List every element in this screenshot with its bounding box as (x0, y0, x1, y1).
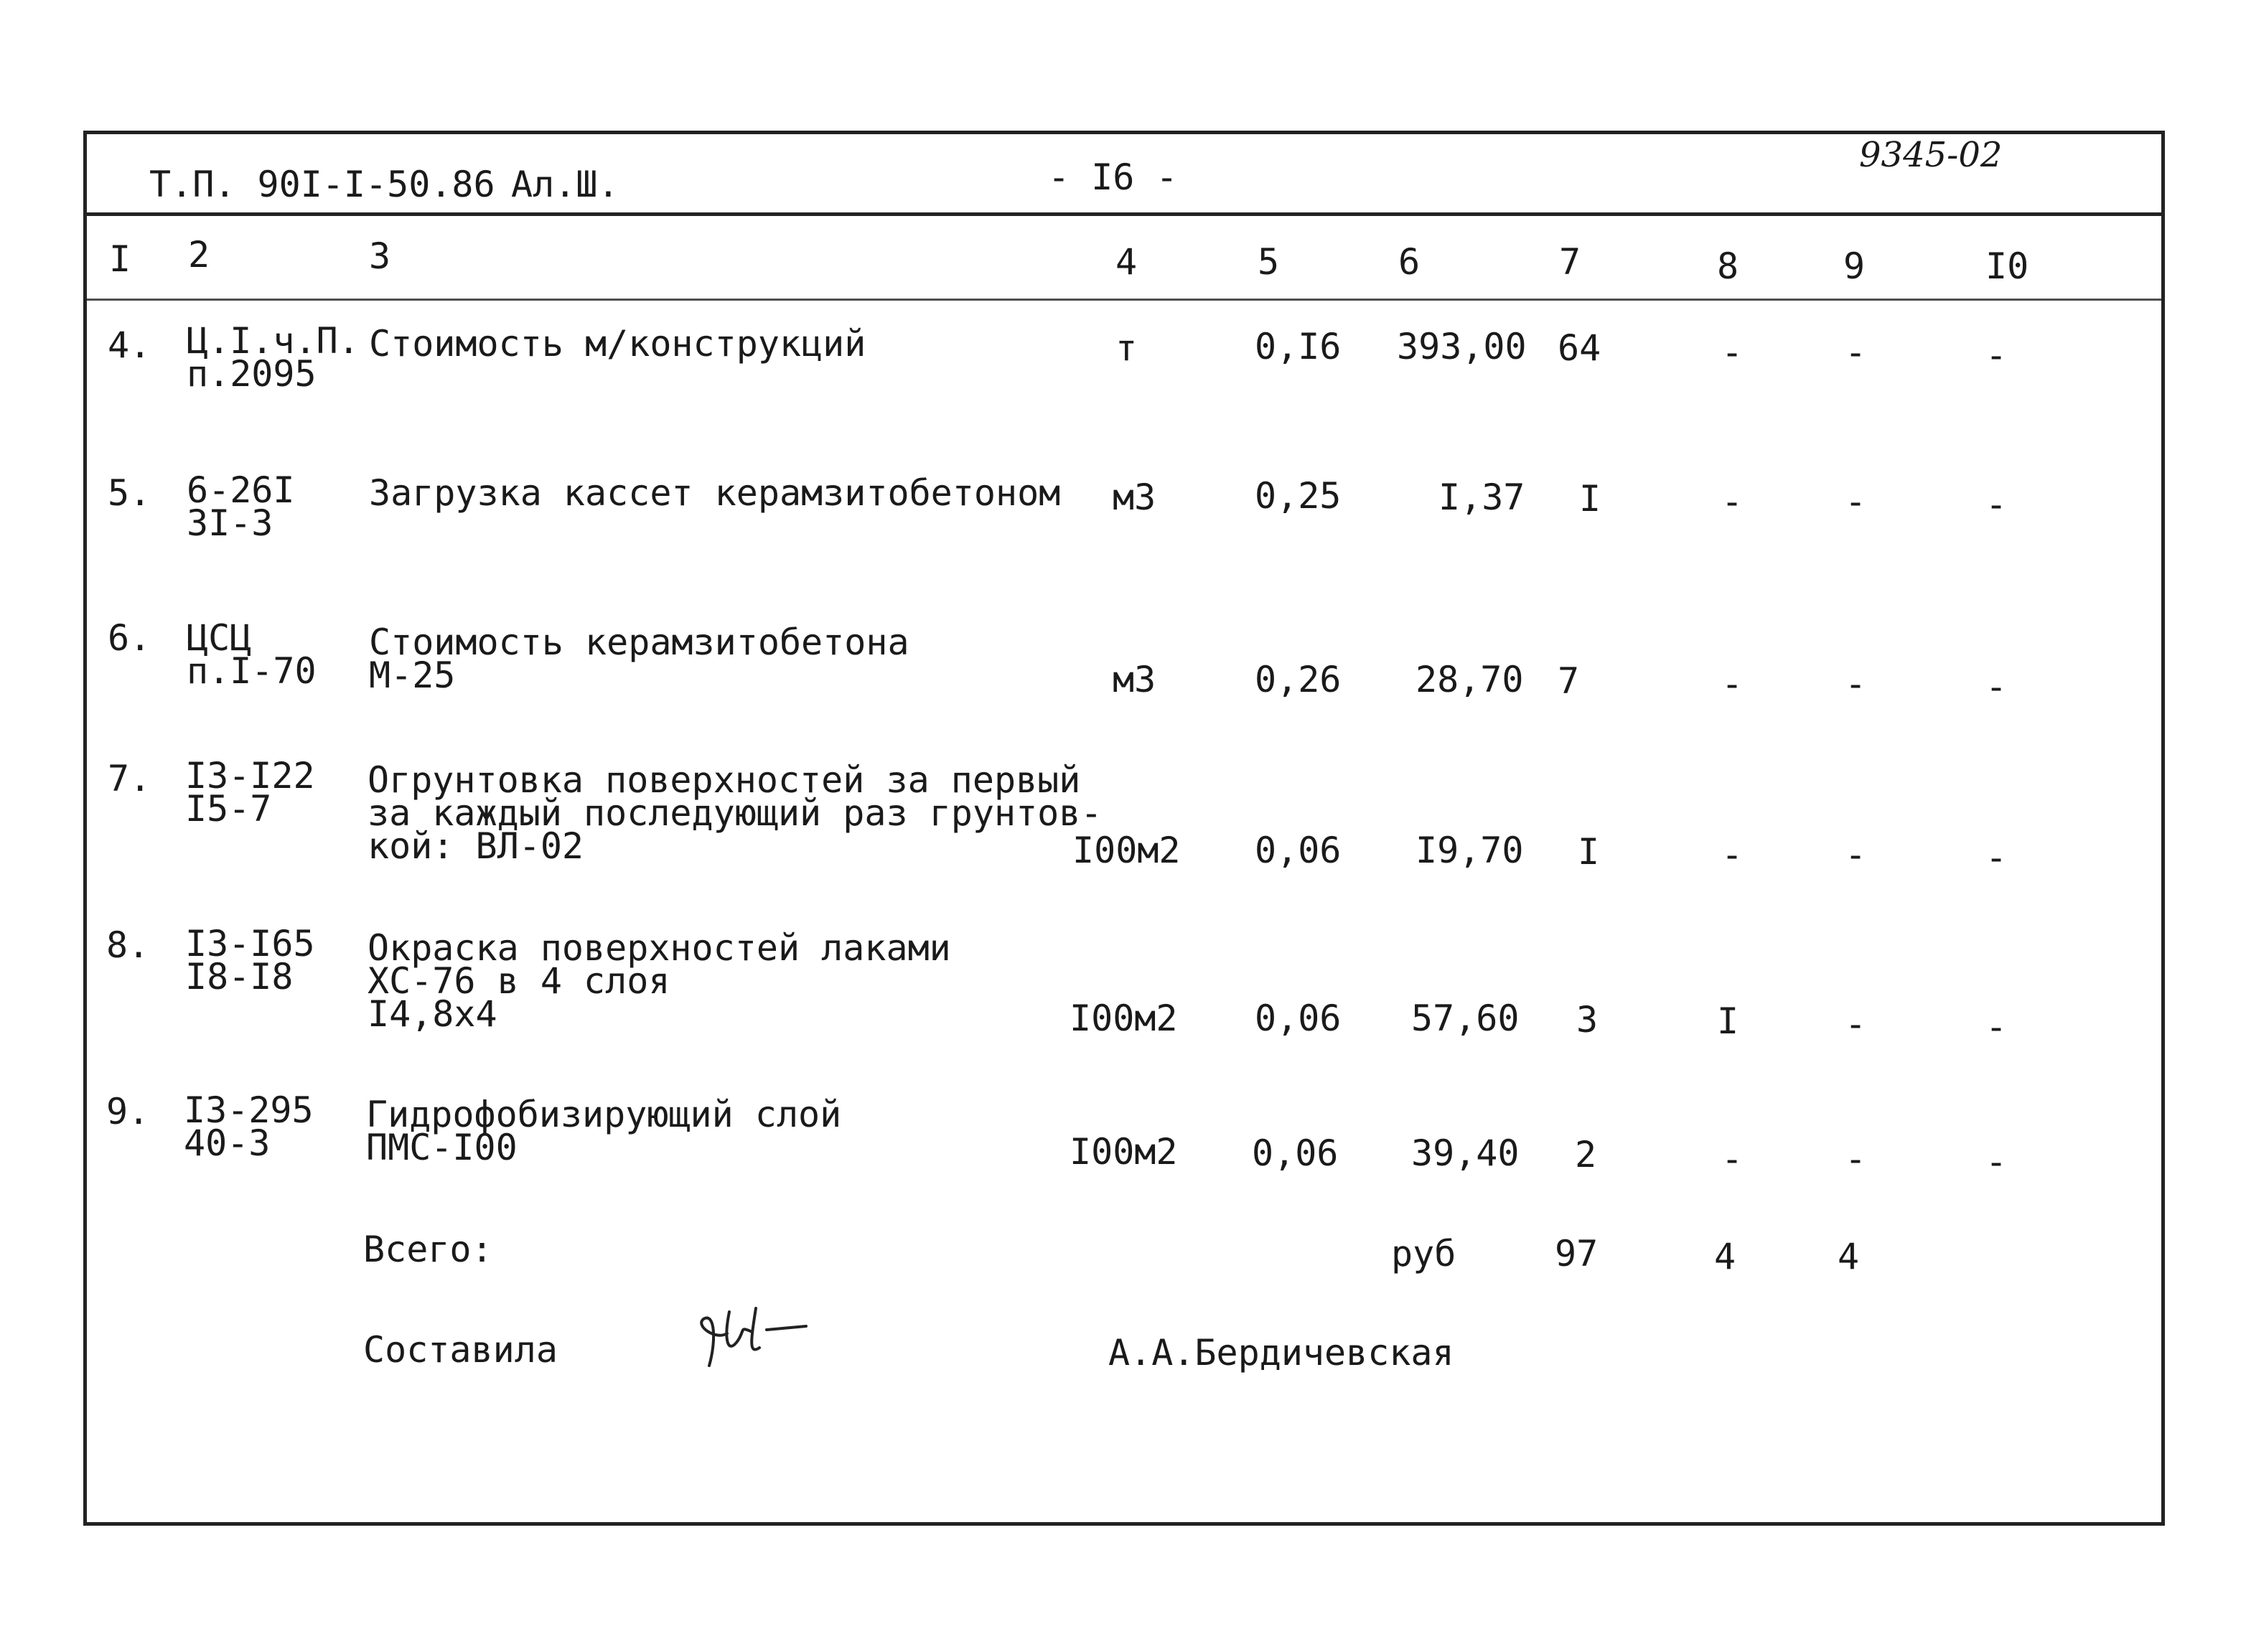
row-col8: I (1717, 1000, 1739, 1042)
row-col7: 3 (1576, 999, 1599, 1041)
total-label: Всего: (363, 1229, 493, 1270)
row-unit: I00м2 (1072, 830, 1181, 871)
row-unit: I00м2 (1070, 1131, 1178, 1173)
row-col10: - (1985, 666, 2008, 708)
column-header-6: 6 (1398, 241, 1421, 283)
row-description: Гидрофобизирующий слой ПМС-I00 (366, 1094, 842, 1168)
row-col8: - (1721, 332, 1744, 373)
compiled-by-label: Составила (363, 1329, 558, 1371)
row-quantity: 0,06 (1255, 830, 1342, 871)
column-header-divider (83, 299, 2165, 301)
row-unit: т (1115, 327, 1138, 369)
row-unit-price: 28,70 (1416, 659, 1524, 700)
column-header-7: 7 (1559, 241, 1581, 283)
row-quantity: 0,06 (1255, 998, 1342, 1039)
row-col9: - (1845, 332, 1867, 373)
compiler-name: А.А.Бердичевская (1108, 1332, 1454, 1374)
row-col10: - (1985, 837, 2008, 878)
row-reference: I3-I65 I8-I8 (185, 923, 315, 998)
row-description: Загрузка кассет керамзитобетоном (369, 472, 1061, 514)
column-header-1: I (109, 238, 131, 280)
total-col8: 4 (1714, 1236, 1736, 1277)
archive-stamp: 9345-02 (1859, 135, 2003, 175)
row-unit-price: I9,70 (1416, 830, 1524, 871)
column-header-10: I0 (1985, 245, 2029, 287)
total-unit: руб (1391, 1233, 1456, 1275)
column-header-2: 2 (188, 234, 210, 276)
page-number: - I6 - (1048, 156, 1178, 198)
row-col7: I (1578, 831, 1600, 873)
row-col9: - (1845, 1003, 1867, 1045)
document-code: Т.П. 90I-I-50.86 (149, 164, 495, 205)
row-col9: - (1845, 834, 1867, 876)
row-unit-price: I,37 (1438, 477, 1525, 518)
row-quantity: 0,06 (1252, 1132, 1339, 1174)
column-header-3: 3 (369, 235, 391, 277)
row-reference: I3-I22 I5-7 (185, 755, 315, 830)
row-description: Окраска поверхностей лаками ХС-76 в 4 слоя I4,8х4 (368, 927, 951, 1035)
row-description: Огрунтовка поверхностей за первый за каждый последующий раз грунтов- кой: ВЛ-02 (368, 759, 1103, 867)
column-header-4: 4 (1115, 241, 1138, 283)
row-unit: м3 (1113, 477, 1156, 518)
row-col10: - (1985, 334, 2008, 376)
row-col8: - (1721, 834, 1744, 876)
header-divider (83, 212, 2165, 216)
row-number: 7. (108, 758, 151, 799)
row-unit-price: 57,60 (1411, 998, 1520, 1039)
total-col9: 4 (1838, 1236, 1860, 1277)
row-col10: - (1985, 1141, 2008, 1183)
row-col7: 64 (1558, 327, 1601, 369)
row-number: 5. (108, 472, 151, 514)
row-reference: I3-295 40-3 (184, 1089, 314, 1164)
row-number: 6. (108, 617, 151, 659)
row-quantity: 0,26 (1255, 659, 1342, 700)
row-number: 9. (106, 1091, 150, 1132)
row-col7: 2 (1575, 1134, 1597, 1175)
handwritten-signature (688, 1297, 810, 1376)
row-reference: 6-26I 3I-3 (187, 469, 295, 544)
row-col9: - (1845, 1138, 1867, 1180)
row-col9: - (1845, 663, 1867, 705)
row-col10: - (1985, 1006, 2008, 1048)
column-header-8: 8 (1717, 245, 1739, 287)
total-col7: 97 (1555, 1233, 1599, 1275)
row-col10: - (1985, 484, 2008, 525)
row-reference: Ц.I.ч.П. п.2095 (187, 320, 360, 395)
row-number: 8. (106, 924, 150, 966)
row-unit: м3 (1113, 659, 1156, 700)
row-reference: ЦСЦ п.I-70 (187, 617, 317, 692)
row-description: Стоимость керамзитобетона М-25 (369, 621, 909, 696)
column-header-5: 5 (1258, 241, 1280, 283)
row-col9: - (1845, 481, 1867, 522)
row-unit-price: 39,40 (1411, 1132, 1520, 1174)
row-col8: - (1721, 1138, 1744, 1180)
row-number: 4. (108, 324, 151, 366)
row-description: Стоимость м/конструкций (369, 323, 866, 365)
row-quantity: 0,25 (1255, 475, 1342, 517)
row-quantity: 0,I6 (1255, 326, 1342, 367)
column-header-9: 9 (1843, 245, 1866, 287)
row-unit-price: 393,00 (1397, 326, 1527, 367)
row-col7: 7 (1558, 660, 1580, 702)
album-number: Ал.Ш. (511, 164, 619, 205)
row-col8: - (1721, 481, 1744, 522)
row-unit: I00м2 (1070, 998, 1178, 1039)
row-col7: I (1579, 478, 1601, 520)
row-col8: - (1721, 663, 1744, 705)
